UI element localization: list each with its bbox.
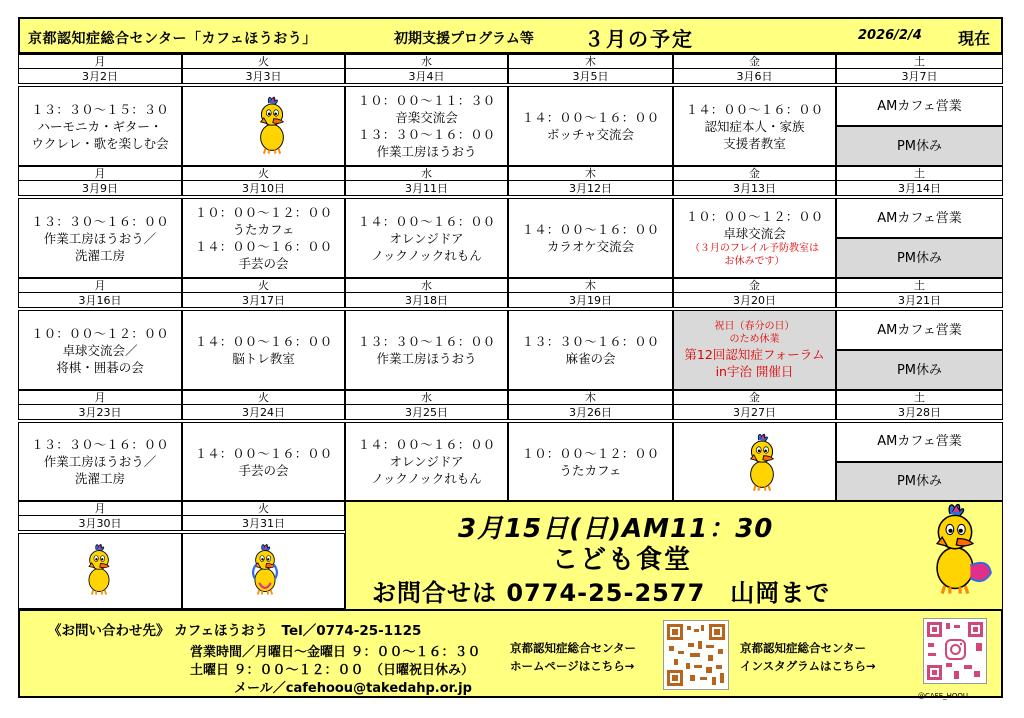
weekday-header: 金 (673, 54, 836, 68)
duck-mascot-icon (914, 495, 996, 605)
event-text: 脳トレ教室 (232, 351, 295, 366)
event-text: ボッチャ交流会 (546, 127, 635, 142)
date-header: 3月23日 (18, 404, 182, 420)
weekday-header: 木 (508, 54, 673, 68)
footer-contact: 《お問い合わせ先》 カフェほうおう Tel／0774-25-1125 (48, 623, 422, 639)
date-header: 3月3日 (182, 68, 345, 84)
event-cell (345, 422, 508, 501)
event-text: 将棋・囲碁の会 (56, 359, 144, 375)
event-text: １０：００～１１：３０ (357, 93, 496, 108)
weekday-header: 木 (508, 278, 673, 292)
event-text: 作業工房ほうおう (376, 351, 477, 366)
event-text: １３：３０～１６：００ (31, 213, 169, 229)
event-cell (673, 86, 836, 166)
weekday-header: 金 (673, 278, 836, 292)
forum-text: in宇治 開催日 (715, 364, 794, 379)
date-header: 3月18日 (345, 292, 508, 308)
as-of-date: 2026/2/4 (858, 28, 922, 43)
instagram-caption-line1: 京都認知症総合センター (740, 641, 867, 655)
event-text: うたカフェ (559, 462, 622, 478)
date-header: 3月13日 (673, 180, 836, 196)
weekday-header: 水 (345, 54, 508, 68)
weekday-header: 水 (345, 390, 508, 404)
as-of-label: 現在 (958, 29, 991, 48)
homepage-qr-code[interactable] (663, 620, 729, 690)
date-header: 3月31日 (182, 515, 345, 531)
event-text: １４：００～１６：００ (194, 334, 333, 349)
footer (18, 609, 1003, 698)
duck-mascot-icon (736, 425, 788, 501)
weekday-header: 火 (182, 278, 345, 292)
event-text: 手芸の会 (238, 462, 289, 478)
weekday-header: 木 (508, 390, 673, 404)
event-text: 作業工房ほうおう／ (43, 230, 157, 246)
event-text: 認知症本人・家族 (704, 118, 805, 134)
event-text: １４：００～１６：００ (521, 222, 660, 237)
date-header: 3月6日 (673, 68, 836, 84)
event-text: １４：００～１６：００ (194, 239, 333, 254)
event-text: １４：００～１６：００ (357, 213, 496, 229)
footer-email[interactable]: メール／cafehoou@takedahp.or.jp (234, 681, 472, 696)
weekday-header: 土 (836, 278, 1003, 292)
event-cell (673, 198, 836, 278)
saturday-am-cell: AMカフェ営業 (836, 86, 1003, 126)
program-name: 初期支援プログラム等 (394, 31, 534, 47)
weekday-header: 火 (182, 54, 345, 68)
weekday-header: 金 (673, 166, 836, 180)
event-cell (182, 198, 345, 278)
weekday-header: 月 (18, 54, 182, 68)
saturday-am-cell: AMカフェ営業 (836, 198, 1003, 238)
event-text: ハーモニカ・ギター・ (37, 118, 163, 134)
weekday-header: 月 (18, 278, 182, 292)
event-text: 卓球交流会 (723, 226, 786, 241)
event-text: 洗濯工房 (74, 247, 125, 263)
date-header: 3月27日 (673, 404, 836, 420)
date-header: 3月16日 (18, 292, 182, 308)
event-text: １０：００～１２：００ (685, 209, 824, 224)
event-text: 支援者教室 (723, 135, 786, 151)
event-text: 作業工房ほうおう／ (43, 454, 157, 469)
event-text: １３：３０～１５：３０ (31, 101, 169, 117)
homepage-caption (510, 639, 636, 675)
instagram-caption-line2: インスタグラムはこちら→ (740, 659, 876, 673)
forum-text: 第12回認知症フォーラム (684, 347, 825, 362)
footer-hours-weekday: 営業時間／月曜日～金曜日 ９：００～１６：３０ (190, 645, 481, 660)
saturday-am-cell: AMカフェ営業 (836, 422, 1003, 462)
date-header: 3月30日 (18, 515, 182, 531)
event-text: 卓球交流会／ (62, 342, 138, 358)
weekday-header: 火 (182, 501, 345, 515)
event-text: カラオケ交流会 (546, 239, 635, 254)
saturday-am-cell: AMカフェ営業 (836, 310, 1003, 350)
event-text: １４：００～１６：００ (194, 445, 333, 461)
event-cell (18, 422, 182, 501)
holiday-cell (673, 310, 836, 390)
homepage-caption-line1: 京都認知症総合センター (510, 641, 637, 655)
event-cell (18, 86, 182, 166)
event-text: １４：００～１６：００ (357, 437, 496, 452)
holiday-text: のため休業 (729, 334, 780, 345)
date-header: 3月11日 (345, 180, 508, 196)
event-text: 麻雀の会 (565, 351, 616, 366)
date-header: 3月26日 (508, 404, 673, 420)
event-cell (345, 86, 508, 166)
frailty-note: お休みです） (724, 256, 785, 267)
date-header: 3月5日 (508, 68, 673, 84)
date-header: 3月21日 (836, 292, 1003, 308)
weekday-header: 火 (182, 390, 345, 404)
event-cell (508, 198, 673, 278)
saturday-pm-cell: PM休み (836, 462, 1003, 502)
event-text: １３：３０～１６：００ (357, 127, 496, 142)
event-text: １４：００～１６：００ (521, 110, 660, 125)
footer-hours-saturday: 土曜日 ９：００～１２：００ （日曜祝日休み） (190, 663, 475, 678)
date-header: 3月19日 (508, 292, 673, 308)
event-text: ウクレレ・歌を楽しむ会 (31, 135, 169, 151)
date-header: 3月2日 (18, 68, 182, 84)
event-text: １３：３０～１６：００ (521, 334, 660, 349)
instagram-handle: @CAFE_HOOU (918, 692, 969, 700)
date-header: 3月28日 (836, 404, 1003, 420)
saturday-pm-cell: PM休み (836, 238, 1003, 278)
date-header: 3月9日 (18, 180, 182, 196)
event-cell (508, 86, 673, 166)
weekday-header: 木 (508, 166, 673, 180)
weekday-header: 土 (836, 390, 1003, 404)
event-text: うたカフェ (232, 222, 295, 237)
event-text: １０：００～１２：００ (31, 325, 169, 341)
banner-datetime: 3月15日(日)AM11：30 (458, 514, 774, 544)
event-text: １４：００～１６：００ (685, 101, 824, 117)
weekday-header: 月 (18, 390, 182, 404)
kodomo-shokudo-banner (345, 501, 1003, 610)
weekday-header: 土 (836, 166, 1003, 180)
event-cell (18, 198, 182, 278)
weekday-header: 土 (836, 54, 1003, 68)
weekday-header: 水 (345, 278, 508, 292)
event-text: ノックノックれもん (371, 471, 482, 486)
frailty-note: （３月のフレイル予防教室は (689, 243, 820, 254)
date-header: 3月25日 (345, 404, 508, 420)
date-header: 3月7日 (836, 68, 1003, 84)
banner-contact: お問合せは 0774-25-2577 山岡まで (372, 579, 831, 607)
event-text: 洗濯工房 (74, 471, 125, 486)
event-text: オレンジドア (389, 230, 464, 246)
date-header: 3月12日 (508, 180, 673, 196)
weekday-header: 月 (18, 166, 182, 180)
instagram-caption (740, 639, 876, 675)
date-header: 3月24日 (182, 404, 345, 420)
event-cell (18, 310, 182, 390)
event-text: １３：３０～１６：００ (357, 334, 496, 349)
event-text: ノックノックれもん (371, 247, 482, 263)
holiday-text: 祝日（春分の日） (714, 321, 795, 332)
event-cell (182, 422, 345, 501)
duck-mascot-icon (76, 533, 122, 607)
event-cell (508, 422, 673, 501)
event-text: １０：００～１２：００ (521, 445, 660, 461)
duck-mascot-icon (246, 88, 298, 164)
weekday-header: 水 (345, 166, 508, 180)
event-cell (345, 310, 508, 390)
event-text: 音楽交流会 (395, 110, 458, 125)
banner-event: こども食堂 (552, 545, 693, 575)
date-header: 3月4日 (345, 68, 508, 84)
month-title: ３月の予定 (584, 27, 694, 51)
event-text: １３：３０～１６：００ (31, 437, 169, 452)
date-header: 3月10日 (182, 180, 345, 196)
weekday-header: 月 (18, 501, 182, 515)
event-text: 手芸の会 (238, 256, 289, 271)
homepage-caption-line2: ホームページはこちら→ (510, 659, 635, 673)
date-header: 3月17日 (182, 292, 345, 308)
event-text: １０：００～１２：００ (194, 205, 333, 220)
date-header: 3月14日 (836, 180, 1003, 196)
org-name: 京都認知症総合センター「カフェほうおう」 (28, 31, 317, 47)
event-cell (345, 198, 508, 278)
weekday-header: 金 (673, 390, 836, 404)
duck-mascot-icon (242, 533, 288, 607)
event-text: オレンジドア (389, 454, 464, 469)
date-header: 3月20日 (673, 292, 836, 308)
event-cell (508, 310, 673, 390)
event-text: 作業工房ほうおう (376, 144, 477, 159)
page-header (18, 17, 1003, 54)
instagram-qr-code[interactable] (923, 618, 987, 684)
event-cell (182, 310, 345, 390)
weekday-header: 火 (182, 166, 345, 180)
saturday-pm-cell: PM休み (836, 350, 1003, 390)
saturday-pm-cell: PM休み (836, 126, 1003, 166)
